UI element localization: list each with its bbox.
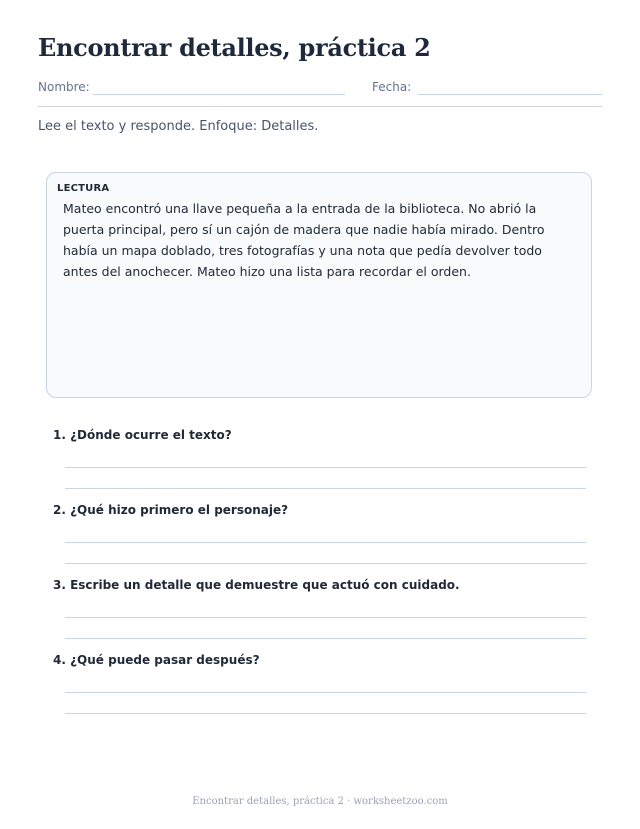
page-title: Encontrar detalles, práctica 2 — [38, 33, 431, 62]
name-field[interactable] — [93, 94, 345, 95]
question-text: 2. ¿Qué hizo primero el personaje? — [53, 503, 289, 517]
question-text: 3. Escribe un detalle que demuestre que actuó con cuidado. — [53, 578, 460, 592]
answer-line[interactable] — [65, 563, 586, 564]
name-date-row — [38, 80, 602, 107]
answer-line[interactable] — [65, 467, 586, 468]
answer-line[interactable] — [65, 617, 586, 618]
reading-text: Mateo encontró una llave pequeña a la entrada de la biblioteca. No abrió la puerta principal, pero sí un cajón de madera que nadie había mirado. Dentro había un mapa doblado, tres fotografías y una nota que pedía devolver todo antes del anochecer. Mateo hizo una lista para recordar el orden. — [63, 201, 545, 279]
question-text: 1. ¿Dónde ocurre el texto? — [53, 428, 232, 442]
name-label: Nombre: — [38, 80, 90, 94]
reading-label: LECTURA — [57, 183, 110, 194]
date-label: Fecha: — [372, 80, 412, 94]
question-text: 4. ¿Qué puede pasar después? — [53, 653, 260, 667]
instructions: Lee el texto y responde. Enfoque: Detalles. — [38, 119, 319, 134]
answer-line[interactable] — [65, 638, 586, 639]
question-3 — [53, 578, 593, 592]
question-1 — [53, 428, 593, 442]
answer-line[interactable] — [65, 692, 586, 693]
question-2 — [53, 503, 593, 517]
reading-card — [46, 172, 592, 398]
answer-line[interactable] — [65, 488, 586, 489]
answer-line[interactable] — [65, 713, 586, 714]
question-4 — [53, 653, 593, 667]
answer-line[interactable] — [65, 542, 586, 543]
page-footer: Encontrar detalles, práctica 2 · worksheetzoo.com — [192, 796, 448, 807]
date-field[interactable] — [418, 94, 602, 95]
